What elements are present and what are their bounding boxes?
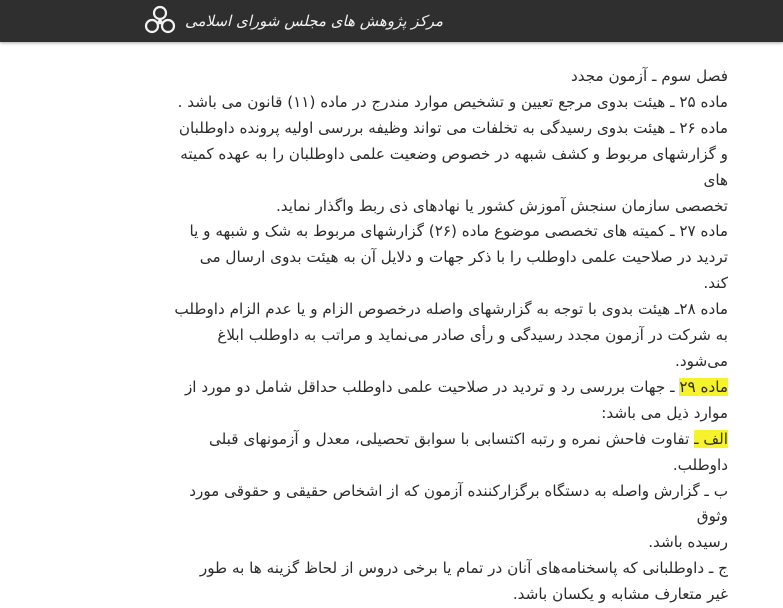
text-line: ج ـ داوطلبانی که پاسخنامه‌های آنان در تمام یا برخی دروس از لحاظ گزینه ها به طور [199, 559, 728, 578]
text-line: به شرکت در آزمون مجدد رسیدگی و رأی صادر می‌نماید و مراتب به داوطلب ابلاغ [217, 326, 728, 345]
text-line: ماده ۲۸ـ هیئت بدوی با توجه به گزارشهای واصله درخصوص الزام و یا عدم الزام داوطلب [174, 300, 728, 319]
item-alef-text: تفاوت فاحش نمره و رتبه اکتسابی با سوابق تحصیلی، معدل و آزمونهای قبلی [208, 429, 695, 448]
text-line: رسیده باشد. [648, 533, 728, 552]
emblem-icon [143, 4, 177, 38]
site-header [0, 0, 783, 42]
highlight-article-29: ماده ۲۹ [679, 377, 728, 396]
text-line: ماده ۲۵ ـ هیئت بدوی مرجع تعیین و تشخیص موارد مندرج در ماده (۱۱) قانون می باشد . [177, 92, 728, 111]
text-line: کند. [703, 274, 728, 293]
text-line: ماده ۲۷ ـ کمیته های تخصصی موضوع ماده (۲۶) گزارشهای مربوط به شک و شبهه و یا [189, 222, 728, 241]
article-29-text: ـ جهات بررسی رد و تردید در صلاحیت علمی داوطلب حداقل شامل دو مورد از [184, 377, 680, 396]
text-line: ماده ۲۶ ـ هیئت بدوی رسیدگی به تخلفات می تواند وظیفه بررسی اولیه پرونده داوطلبان [178, 118, 728, 137]
item-alef-line [168, 427, 728, 453]
site-logo[interactable] [143, 2, 444, 40]
text-line: داوطلب. [672, 455, 728, 474]
text-line: غیر متعارف مشابه و یکسان باشد. [512, 585, 728, 604]
text-line: و گزارشهای مربوط و کشف شبهه در خصوص وضعیت علمی داوطلبان را به عهده کمیته های [180, 144, 728, 189]
document-body [168, 64, 728, 608]
logo-text: مرکز پژوهش های مجلس شورای اسلامی [185, 12, 444, 30]
text-line: تردید در صلاحیت علمی داوطلب را با ذکر جهات و دلایل آن به هیئت بدوی ارسال می [199, 248, 728, 267]
text-line: موارد ذیل می باشد: [601, 403, 728, 422]
text-line: تخصصی سازمان سنجش آموزش کشور یا نهادهای ذی ربط واگذار نماید. [275, 196, 728, 215]
article-29-line [168, 375, 728, 401]
text-line: می‌شود. [675, 351, 728, 370]
text-line: ب ـ گزارش واصله به دستگاه برگزارکننده آزمون که از اشخاص حقیقی و حقوقی مورد وثوق [189, 481, 728, 526]
highlight-alef: الف ـ [694, 429, 728, 448]
chapter-title: فصل سوم ـ آزمون مجدد [570, 67, 728, 85]
